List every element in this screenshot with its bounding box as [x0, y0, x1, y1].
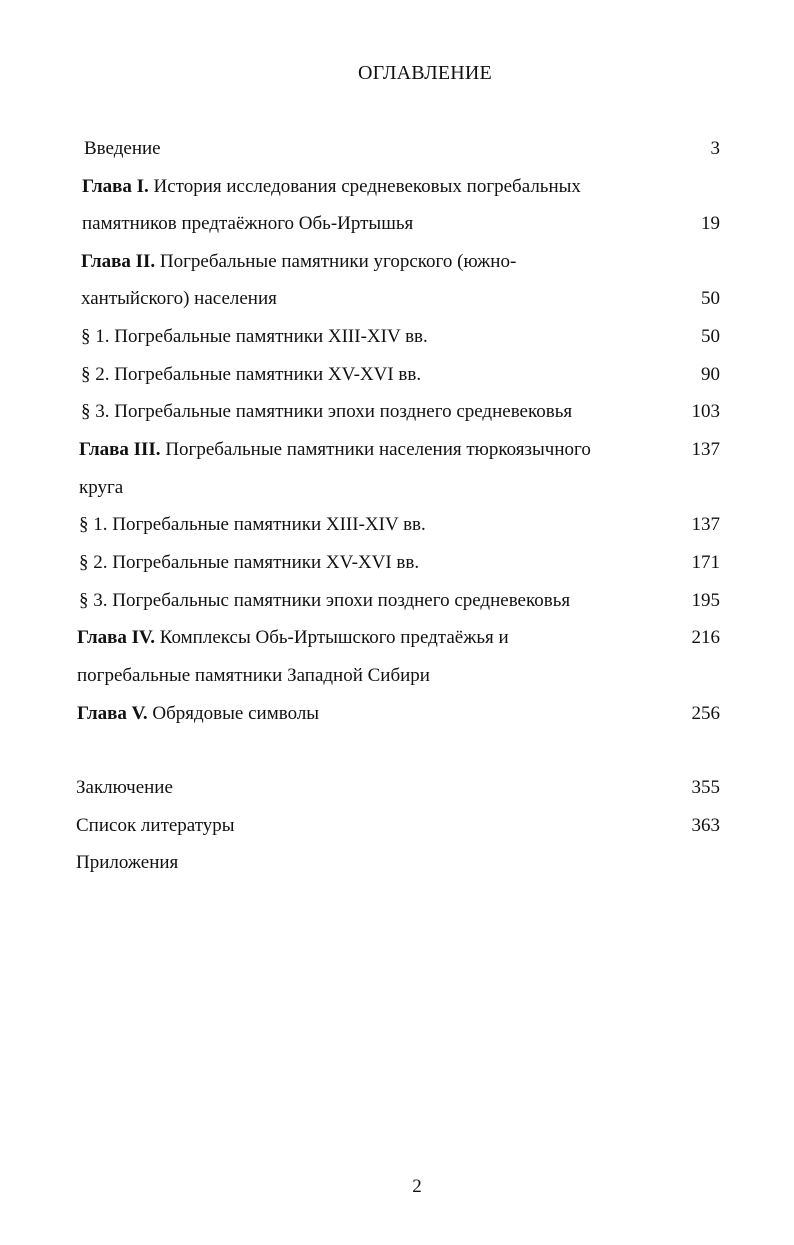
page-title: ОГЛАВЛЕНИЕ: [358, 62, 492, 84]
toc-entry-chapter-1: Глава I. История исследования средневековых погребальных: [82, 176, 581, 197]
toc-entry-section: § 2. Погребальные памятники XV-XVI вв.: [79, 552, 420, 573]
toc-page-number: 256: [691, 703, 720, 724]
toc-page-number: 216: [691, 627, 720, 648]
toc-page-number: 103: [691, 401, 720, 422]
toc-entry-section: § 2. Погребальные памятники XV-XVI вв.: [81, 364, 422, 385]
toc-entry-section: § 1. Погребальные памятники XIII-XIV вв.: [81, 326, 428, 347]
toc-entry-chapter-4: Глава IV. Комплексы Обь-Иртышского предтаёжья и: [77, 627, 509, 648]
toc-page-number: 137: [691, 514, 720, 535]
toc-entry-chapter-2-cont: хантыйского) населения: [81, 288, 277, 309]
toc-entry-chapter-2: Глава II. Погребальные памятники угорского (южно-: [81, 251, 517, 272]
toc-entry-chapter-3-cont: круга: [79, 477, 124, 498]
toc-entry-conclusion: Заключение: [76, 777, 173, 798]
toc-page-number: 50: [701, 288, 720, 309]
toc-page-number: 195: [691, 590, 720, 611]
toc-page-number: 19: [701, 213, 720, 234]
toc-entry-section: § 3. Погребальные памятники эпохи позднего средневековья: [81, 401, 573, 422]
toc-page-number: 171: [691, 552, 720, 573]
toc-entry-chapter-3: Глава III. Погребальные памятники населения тюркоязычного: [79, 439, 591, 460]
toc-entry-intro: Введение: [84, 138, 161, 159]
page-number: 2: [412, 1176, 422, 1197]
toc-entry-bibliography: Список литературы: [76, 815, 235, 836]
toc-page-number: 3: [710, 138, 720, 159]
toc-page-number: 355: [691, 777, 720, 798]
toc-entry-section: § 1. Погребальные памятники XIII-XIV вв.: [79, 514, 426, 535]
toc-page-number: 50: [701, 326, 720, 347]
toc-page-number: 90: [701, 364, 720, 385]
toc-entry-chapter-1-cont: памятников предтаёжного Обь-Иртышья: [82, 213, 414, 234]
toc-entry-chapter-4-cont: погребальные памятники Западной Сибири: [77, 665, 430, 686]
toc-entry-section: § 3. Погребальныс памятники эпохи позднего средневековья: [79, 590, 571, 611]
toc-entry-appendices: Приложения: [76, 852, 179, 873]
toc-page-number: 363: [691, 815, 720, 836]
toc-entry-chapter-5: Глава V. Обрядовые символы: [77, 703, 320, 724]
toc-page-number: 137: [691, 439, 720, 460]
